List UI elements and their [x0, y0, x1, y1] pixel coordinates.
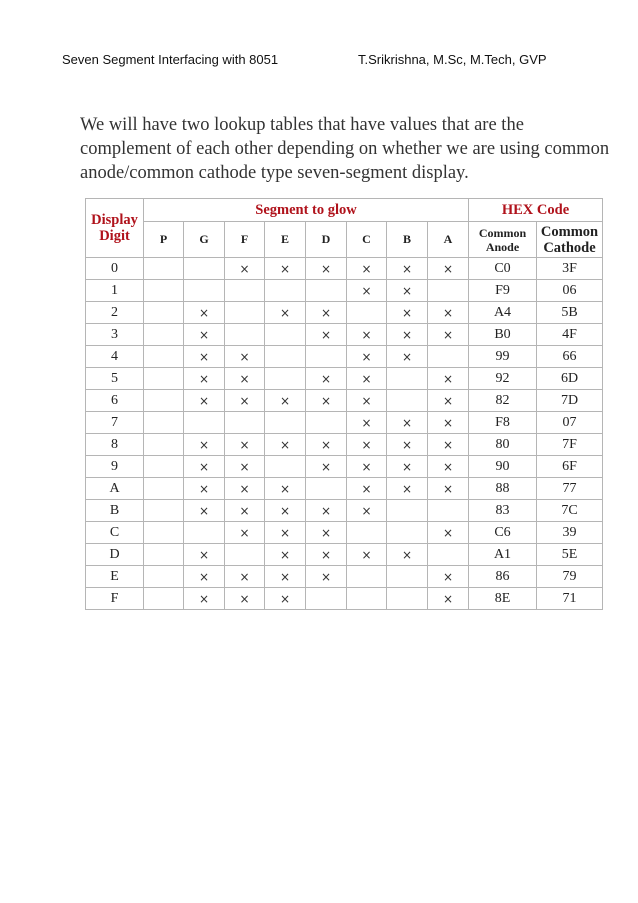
- digit-cell: 3: [86, 324, 144, 346]
- segment-cell-p: [144, 368, 184, 390]
- segment-cell-a: [428, 500, 469, 522]
- table-row: [86, 258, 603, 280]
- digit-cell: 5: [86, 368, 144, 390]
- common-anode-cell: B0: [469, 324, 537, 346]
- segment-header-p: P: [144, 222, 184, 258]
- segment-cell-g: ×: [184, 566, 225, 588]
- table-row: [86, 412, 603, 434]
- segment-cell-e: ×: [265, 522, 306, 544]
- table-row: [86, 390, 603, 412]
- segment-cell-b: ×: [387, 412, 428, 434]
- segment-cell-g: ×: [184, 346, 225, 368]
- table-row: [86, 324, 603, 346]
- common-anode-cell: 90: [469, 456, 537, 478]
- segment-cell-f: ×: [225, 566, 265, 588]
- segment-cell-e: [265, 280, 306, 302]
- segment-cell-d: ×: [306, 324, 347, 346]
- segment-cell-f: ×: [225, 522, 265, 544]
- table-row: [86, 434, 603, 456]
- segment-cell-d: [306, 280, 347, 302]
- table-row: [86, 302, 603, 324]
- segment-cell-f: ×: [225, 346, 265, 368]
- segment-cell-d: ×: [306, 500, 347, 522]
- digit-cell: E: [86, 566, 144, 588]
- segment-cell-a: ×: [428, 324, 469, 346]
- digit-cell: F: [86, 588, 144, 610]
- table-row: [86, 280, 603, 302]
- segment-cell-b: ×: [387, 302, 428, 324]
- segment-cell-c: [347, 566, 387, 588]
- common-cathode-cell: 7C: [537, 500, 603, 522]
- segment-cell-a: ×: [428, 368, 469, 390]
- common-anode-cell: A1: [469, 544, 537, 566]
- digit-cell: 4: [86, 346, 144, 368]
- table-row: [86, 346, 603, 368]
- segment-cell-p: [144, 566, 184, 588]
- segment-cell-b: [387, 588, 428, 610]
- segment-cell-p: [144, 478, 184, 500]
- segment-cell-a: ×: [428, 588, 469, 610]
- common-cathode-cell: 5B: [537, 302, 603, 324]
- common-anode-cell: 86: [469, 566, 537, 588]
- segment-cell-d: [306, 478, 347, 500]
- segment-cell-f: ×: [225, 368, 265, 390]
- common-cathode-cell: 7D: [537, 390, 603, 412]
- segment-cell-p: [144, 258, 184, 280]
- common-cathode-header: Common Cathode: [537, 222, 603, 258]
- segment-cell-f: ×: [225, 478, 265, 500]
- digit-cell: C: [86, 522, 144, 544]
- segment-cell-e: ×: [265, 500, 306, 522]
- segment-cell-e: ×: [265, 390, 306, 412]
- display-digit-header: Display Digit: [86, 199, 144, 258]
- segment-cell-a: ×: [428, 412, 469, 434]
- segment-cell-b: ×: [387, 324, 428, 346]
- segment-cell-e: ×: [265, 588, 306, 610]
- segment-header-f: F: [225, 222, 265, 258]
- segment-cell-c: ×: [347, 258, 387, 280]
- digit-cell: 6: [86, 390, 144, 412]
- segment-cell-g: [184, 258, 225, 280]
- segment-cell-c: ×: [347, 544, 387, 566]
- common-cathode-cell: 77: [537, 478, 603, 500]
- segment-cell-c: ×: [347, 500, 387, 522]
- segment-cell-p: [144, 588, 184, 610]
- segment-cell-e: ×: [265, 478, 306, 500]
- segment-cell-f: [225, 544, 265, 566]
- segment-cell-d: [306, 412, 347, 434]
- segment-cell-a: [428, 544, 469, 566]
- segment-cell-d: [306, 346, 347, 368]
- segment-cell-p: [144, 544, 184, 566]
- segment-cell-b: [387, 522, 428, 544]
- segment-cell-a: ×: [428, 456, 469, 478]
- common-cathode-cell: 3F: [537, 258, 603, 280]
- common-anode-cell: 82: [469, 390, 537, 412]
- header-author: T.Srikrishna, M.Sc, M.Tech, GVP: [358, 52, 547, 67]
- segment-cell-p: [144, 522, 184, 544]
- segment-header-b: B: [387, 222, 428, 258]
- common-anode-cell: 92: [469, 368, 537, 390]
- table-row: [86, 544, 603, 566]
- common-anode-cell: 88: [469, 478, 537, 500]
- segment-cell-b: ×: [387, 478, 428, 500]
- segment-cell-g: [184, 280, 225, 302]
- common-anode-cell: F9: [469, 280, 537, 302]
- common-cathode-cell: 06: [537, 280, 603, 302]
- segment-cell-p: [144, 302, 184, 324]
- segment-cell-g: ×: [184, 544, 225, 566]
- segment-cell-p: [144, 346, 184, 368]
- segment-cell-b: ×: [387, 544, 428, 566]
- digit-cell: 2: [86, 302, 144, 324]
- digit-cell: A: [86, 478, 144, 500]
- common-cathode-cell: 5E: [537, 544, 603, 566]
- common-cathode-cell: 6F: [537, 456, 603, 478]
- segment-cell-a: ×: [428, 478, 469, 500]
- segment-header-c: C: [347, 222, 387, 258]
- segment-cell-c: ×: [347, 368, 387, 390]
- segment-cell-c: ×: [347, 412, 387, 434]
- segment-header-a: A: [428, 222, 469, 258]
- segment-cell-g: [184, 412, 225, 434]
- common-anode-header: Common Anode: [469, 222, 537, 258]
- segment-cell-a: [428, 280, 469, 302]
- segment-cell-b: [387, 390, 428, 412]
- segment-cell-p: [144, 412, 184, 434]
- table-row: [86, 588, 603, 610]
- segment-cell-c: [347, 302, 387, 324]
- common-anode-cell: 83: [469, 500, 537, 522]
- segment-cell-a: ×: [428, 522, 469, 544]
- table-row: [86, 566, 603, 588]
- segment-cell-b: ×: [387, 434, 428, 456]
- segment-cell-p: [144, 434, 184, 456]
- segment-cell-f: ×: [225, 390, 265, 412]
- segment-cell-c: ×: [347, 456, 387, 478]
- segment-cell-d: ×: [306, 456, 347, 478]
- common-anode-cell: 99: [469, 346, 537, 368]
- segment-cell-b: ×: [387, 346, 428, 368]
- segment-cell-d: ×: [306, 390, 347, 412]
- segment-cell-a: ×: [428, 566, 469, 588]
- segment-cell-d: ×: [306, 434, 347, 456]
- segment-cell-g: ×: [184, 302, 225, 324]
- digit-cell: 0: [86, 258, 144, 280]
- segment-cell-f: ×: [225, 258, 265, 280]
- segment-cell-e: ×: [265, 566, 306, 588]
- segment-cell-g: [184, 522, 225, 544]
- common-anode-cell: 80: [469, 434, 537, 456]
- digit-cell: 1: [86, 280, 144, 302]
- segment-cell-g: ×: [184, 588, 225, 610]
- segment-cell-f: [225, 302, 265, 324]
- segment-cell-g: ×: [184, 456, 225, 478]
- segment-cell-g: ×: [184, 478, 225, 500]
- segment-cell-b: ×: [387, 456, 428, 478]
- segment-cell-p: [144, 500, 184, 522]
- segment-cell-b: [387, 566, 428, 588]
- segment-cell-p: [144, 324, 184, 346]
- table-row: [86, 478, 603, 500]
- segment-cell-p: [144, 280, 184, 302]
- hex-group-header: HEX Code: [469, 199, 603, 222]
- segment-cell-e: [265, 368, 306, 390]
- segment-cell-c: ×: [347, 280, 387, 302]
- segment-cell-d: ×: [306, 544, 347, 566]
- segment-cell-b: ×: [387, 258, 428, 280]
- segment-cell-f: ×: [225, 434, 265, 456]
- common-cathode-cell: 71: [537, 588, 603, 610]
- segment-header-d: D: [306, 222, 347, 258]
- common-cathode-cell: 39: [537, 522, 603, 544]
- common-anode-cell: C6: [469, 522, 537, 544]
- common-anode-cell: F8: [469, 412, 537, 434]
- segment-cell-e: ×: [265, 434, 306, 456]
- common-cathode-cell: 66: [537, 346, 603, 368]
- common-cathode-cell: 6D: [537, 368, 603, 390]
- intro-paragraph: We will have two lookup tables that have values that are the complement of each other depending on whether we are using common anode/common cathode type seven-segment display.: [80, 115, 610, 183]
- segment-cell-d: ×: [306, 368, 347, 390]
- digit-cell: 9: [86, 456, 144, 478]
- digit-cell: 8: [86, 434, 144, 456]
- header-title: Seven Segment Interfacing with 8051: [62, 52, 279, 67]
- segment-cell-d: ×: [306, 258, 347, 280]
- segment-header-e: E: [265, 222, 306, 258]
- table-row: [86, 522, 603, 544]
- segment-cell-d: ×: [306, 302, 347, 324]
- segment-cell-d: ×: [306, 566, 347, 588]
- segment-cell-f: ×: [225, 588, 265, 610]
- common-cathode-cell: 79: [537, 566, 603, 588]
- table-row: [86, 456, 603, 478]
- segment-cell-b: ×: [387, 280, 428, 302]
- segment-cell-e: ×: [265, 544, 306, 566]
- segment-group-header: Segment to glow: [144, 199, 469, 222]
- segment-cell-p: [144, 456, 184, 478]
- segment-cell-c: ×: [347, 390, 387, 412]
- segment-cell-c: [347, 588, 387, 610]
- segment-cell-g: ×: [184, 368, 225, 390]
- common-cathode-cell: 7F: [537, 434, 603, 456]
- table-body: [86, 258, 603, 610]
- segment-cell-g: ×: [184, 390, 225, 412]
- segment-cell-g: ×: [184, 324, 225, 346]
- segment-cell-e: [265, 324, 306, 346]
- segment-cell-g: ×: [184, 434, 225, 456]
- segment-cell-a: ×: [428, 302, 469, 324]
- segment-cell-a: ×: [428, 258, 469, 280]
- segment-cell-e: [265, 346, 306, 368]
- segment-cell-e: ×: [265, 302, 306, 324]
- segment-cell-b: [387, 368, 428, 390]
- lookup-table: [85, 198, 603, 610]
- digit-cell: D: [86, 544, 144, 566]
- segment-cell-e: [265, 412, 306, 434]
- segment-cell-p: [144, 390, 184, 412]
- segment-cell-d: ×: [306, 522, 347, 544]
- segment-cell-c: ×: [347, 478, 387, 500]
- segment-cell-a: [428, 346, 469, 368]
- segment-cell-g: ×: [184, 500, 225, 522]
- segment-cell-c: [347, 522, 387, 544]
- segment-header-g: G: [184, 222, 225, 258]
- common-anode-cell: 8E: [469, 588, 537, 610]
- table-row: [86, 368, 603, 390]
- segment-cell-f: ×: [225, 456, 265, 478]
- segment-cell-f: [225, 280, 265, 302]
- segment-cell-f: [225, 324, 265, 346]
- segment-cell-d: [306, 588, 347, 610]
- digit-cell: B: [86, 500, 144, 522]
- segment-cell-c: ×: [347, 324, 387, 346]
- common-anode-cell: A4: [469, 302, 537, 324]
- digit-cell: 7: [86, 412, 144, 434]
- segment-cell-c: ×: [347, 346, 387, 368]
- segment-cell-f: [225, 412, 265, 434]
- segment-cell-e: ×: [265, 258, 306, 280]
- segment-cell-b: [387, 500, 428, 522]
- segment-cell-f: ×: [225, 500, 265, 522]
- segment-cell-a: ×: [428, 390, 469, 412]
- table-row: [86, 500, 603, 522]
- segment-cell-e: [265, 456, 306, 478]
- segment-cell-c: ×: [347, 434, 387, 456]
- common-cathode-cell: 07: [537, 412, 603, 434]
- segment-cell-a: ×: [428, 434, 469, 456]
- common-cathode-cell: 4F: [537, 324, 603, 346]
- common-anode-cell: C0: [469, 258, 537, 280]
